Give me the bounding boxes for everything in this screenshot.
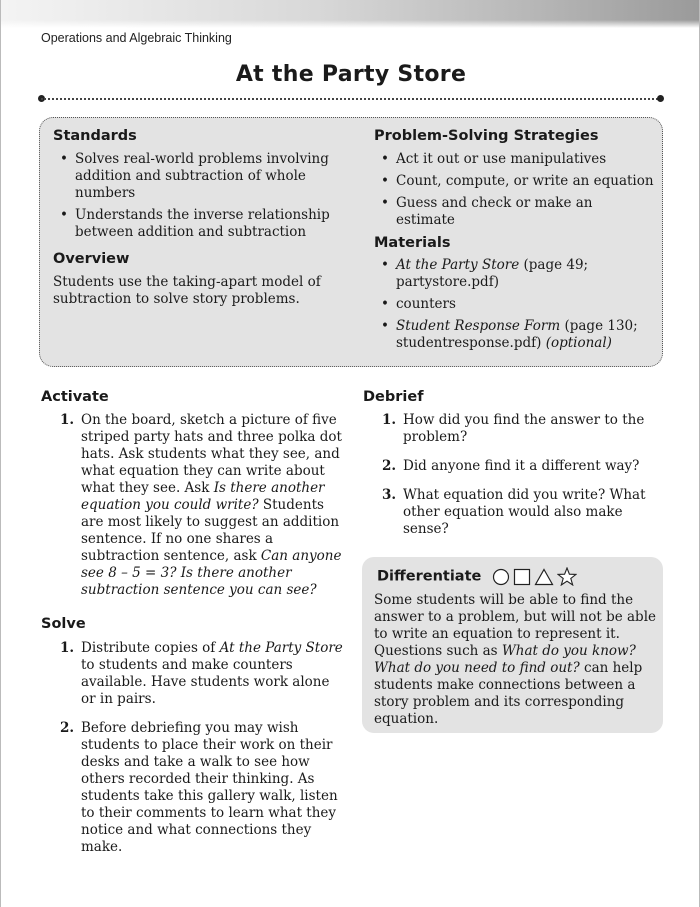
text: can help students make connections between a story problem and its corresponding equation. [374,660,643,727]
differentiate-heading: Differentiate [377,568,482,585]
top-band [1,0,700,28]
activate-heading: Activate [41,389,109,405]
star-icon [557,567,577,586]
solve-heading: Solve [41,616,86,632]
text: Before debriefing you may wish students to place their work on their desks and take a walk to see how others recorded their thinking. As students take this gallery walk, listen to their comments to learn what they notice and what connections they make. [81,720,338,855]
standards-list [53,151,338,241]
materials-list [374,257,654,352]
text: What equation did you write? What other equation would also make sense? [403,487,646,537]
item-number: 1. [60,412,75,428]
list-item [363,487,663,538]
summary-right-column [374,128,654,357]
running-head: Operations and Algebraic Thinking [41,31,232,45]
strategies-heading: Problem-Solving Strategies [374,128,599,144]
italic-text: Can anyone see 8 – 5 = 3? Is there another subtraction sentence you can see? [81,548,342,598]
strategies-list [374,151,654,229]
italic-text: At the Party Store [219,640,343,656]
list-item [41,412,346,599]
item-number: 2. [382,458,397,474]
item-number: 1. [60,640,75,656]
italic-text: What do you know? What do you need to find out? [374,643,636,676]
page-title: At the Party Store [235,62,467,87]
list-item: • counters [374,296,654,313]
list-item [374,318,654,352]
list-item: • Act it out or use manipulatives [374,151,654,168]
summary-box [39,117,663,367]
differentiate-box [362,557,663,733]
material-ref: (page 130; studentresponse.pdf) [396,318,638,351]
differentiate-header [377,566,577,586]
text: to students and make counters available. Have students work alone or in pairs. [81,657,330,707]
material-title: At the Party Store [396,257,520,273]
item-number: 1. [382,412,397,428]
text: On the board, sketch a picture of five striped party hats and three polka dot hats. Ask students what they see, and what equation they can write about what they see. Ask [81,412,342,496]
activate-list [41,412,346,599]
left-column [41,389,346,865]
optional-note: (optional) [545,335,612,351]
differentiate-text [374,592,656,728]
debrief-heading: Debrief [363,389,424,405]
text: Distribute copies of [81,640,220,656]
list-item: • Solves real-world problems involving addition and subtraction of whole numbers [53,151,338,202]
item-number: 2. [60,720,75,736]
text: Students are most likely to suggest an addition sentence. If no one shares a subtraction sentence, ask [81,497,340,564]
title-rule [41,98,661,100]
list-item: • Guess and check or make an estimate [374,195,654,229]
material-ref: (page 49; partystore.pdf) [396,257,589,290]
level-shapes [492,567,577,586]
italic-text: Is there another equation you could write? [81,480,325,513]
list-item [374,257,654,291]
item-number: 3. [382,487,397,503]
right-column [363,389,663,547]
overview-text: Students use the taking-apart model of subtraction to solve story problems. [53,274,321,307]
list-item [41,720,346,856]
text: Some students will be able to find the answer to a problem, but will not be able to write an equation to represent it. Questions such as [374,592,657,659]
rule-dot-right [657,95,664,102]
standards-heading: Standards [53,128,137,144]
list-item [363,458,663,475]
text: How did you find the answer to the problem? [403,412,645,445]
list-item: • Understands the inverse relationship between addition and subtraction [53,207,338,241]
list-item [41,640,346,708]
materials-heading: Materials [374,235,451,251]
material-title: Student Response Form [396,318,561,334]
triangle-icon [534,568,554,586]
circle-icon [492,568,510,586]
square-icon [513,568,531,586]
solve-list [41,640,346,856]
list-item [363,412,663,446]
overview-heading: Overview [53,251,130,267]
debrief-list [363,412,663,538]
summary-left-column [53,128,338,308]
list-item: • Count, compute, or write an equation [374,173,654,190]
text: Did anyone find it a different way? [403,458,640,474]
